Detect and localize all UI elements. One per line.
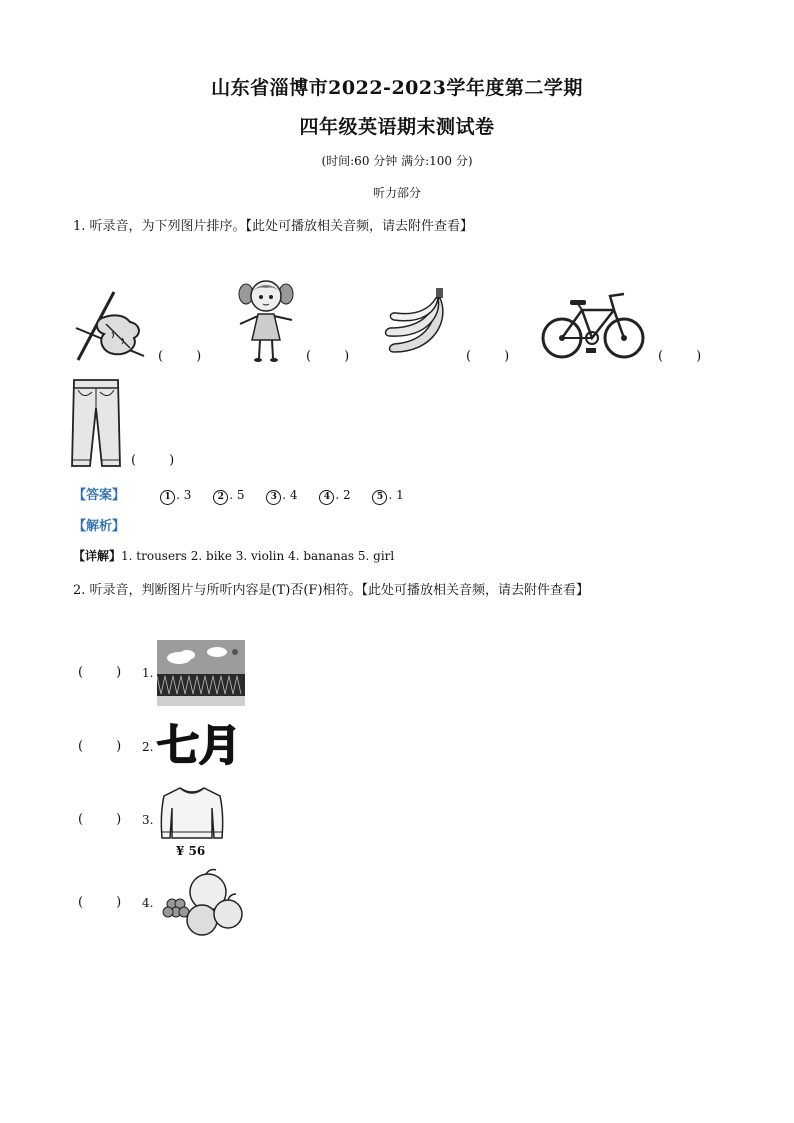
exam-title: 山东省淄博市2022-2023学年度第二学期 [211, 77, 583, 99]
july-chinese-text-icon: 七月 [157, 721, 242, 770]
detail-label: 【详解】 [73, 549, 122, 563]
answer-item: 1 . 3 [160, 488, 191, 505]
detail-row [73, 547, 394, 564]
fruits-icon [158, 868, 244, 938]
q1-blank-5[interactable]: ( ) [131, 453, 175, 468]
field-landscape-icon [157, 640, 245, 706]
question-1-text: 1. 听录音，为下列图片排序。【此处可播放相关音频，请去附件查看】 [73, 219, 474, 234]
q2-blank-1[interactable]: ( ) [78, 665, 122, 680]
detail-text: 1. trousers 2. bike 3. violin 4. bananas 5. girl [121, 549, 395, 563]
q2-item-number: 3. [142, 813, 154, 827]
answer-item: 4 . 2 [319, 488, 350, 505]
q1-blank-3[interactable]: ( ) [466, 349, 510, 364]
q2-item-number: 2. [142, 740, 154, 754]
bike-icon [540, 290, 646, 362]
answer-list [160, 488, 422, 502]
answer-item: 5 . 1 [372, 488, 403, 505]
question-2-text: 2. 听录音，判断图片与所听内容是(T)否(F)相符。【此处可播放相关音频，请去附件查看】 [73, 583, 590, 598]
q2-blank-2[interactable]: ( ) [78, 739, 122, 754]
answer-item: 2 . 5 [213, 488, 244, 505]
bananas-icon [380, 286, 456, 360]
section-label: 听力部分 [372, 186, 421, 200]
answer-item: 3 . 4 [266, 488, 297, 505]
q2-item-number: 1. [142, 666, 154, 680]
q1-blank-4[interactable]: ( ) [658, 349, 702, 364]
q2-blank-4[interactable]: ( ) [78, 895, 122, 910]
violin-icon [72, 288, 152, 366]
answer-row [73, 484, 422, 505]
girl-icon [234, 276, 298, 366]
analysis-label: 【解析】 [73, 519, 126, 534]
q1-blank-2[interactable]: ( ) [306, 349, 350, 364]
answer-label: 【答案】 [73, 488, 126, 503]
q2-item-number: 4. [142, 896, 154, 910]
sweater-price: ¥ 56 [176, 844, 206, 858]
q1-blank-1[interactable]: ( ) [158, 349, 202, 364]
time-info: (时间:60 分钟 满分:100 分) [321, 154, 473, 168]
trousers-icon [70, 378, 122, 468]
q2-blank-3[interactable]: ( ) [78, 812, 122, 827]
exam-subtitle: 四年级英语期末测试卷 [299, 116, 495, 138]
sweater-icon [158, 784, 226, 842]
